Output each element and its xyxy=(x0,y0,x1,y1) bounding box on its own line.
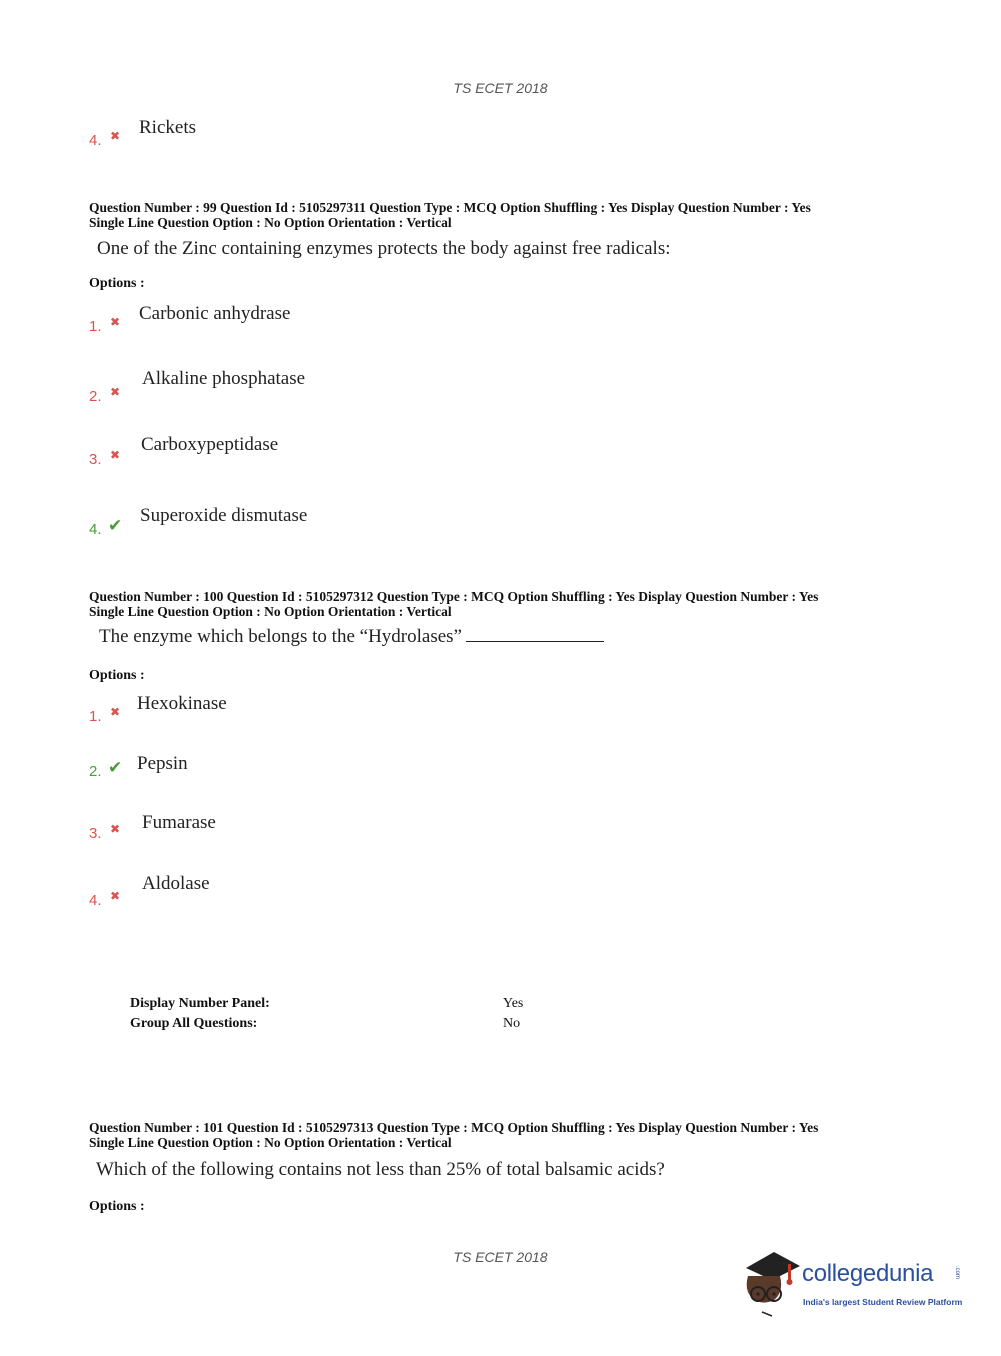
cross-icon: ✖ xyxy=(110,448,121,462)
question-text: Which of the following contains not less than 25% of total balsamic acids? xyxy=(96,1159,665,1180)
option-number: 3. xyxy=(89,451,102,468)
option-text: Aldolase xyxy=(142,873,210,894)
cross-icon: ✖ xyxy=(110,315,121,329)
option-text: Rickets xyxy=(139,117,196,138)
cross-icon: ✖ xyxy=(110,385,121,399)
cross-icon: ✖ xyxy=(110,129,121,143)
option-text: Hexokinase xyxy=(137,693,227,714)
options-label: Options : xyxy=(89,276,145,291)
question-meta: Single Line Question Option : No Option Orientation : Vertical xyxy=(89,215,452,230)
options-label: Options : xyxy=(89,668,145,683)
option-number: 2. xyxy=(89,388,102,405)
question-meta: Question Number : 101 Question Id : 5105297313 Question Type : MCQ Option Shuffling : Yes Display Question Number : Yes xyxy=(89,1120,819,1135)
option-number: 1. xyxy=(89,318,102,335)
option-number: 4. xyxy=(89,132,102,149)
question-text: The enzyme which belongs to the “Hydrolases” xyxy=(99,626,604,648)
option-number: 4. xyxy=(89,892,102,909)
option-text: Fumarase xyxy=(142,812,216,833)
option-number: 3. xyxy=(89,825,102,842)
collegedunia-logo xyxy=(740,1246,970,1320)
panel-value: No xyxy=(503,1016,521,1031)
page-footer: TS ECET 2018 xyxy=(453,1249,548,1265)
option-number: 4. xyxy=(89,521,102,538)
question-text: One of the Zinc containing enzymes protects the body against free radicals: xyxy=(97,238,671,259)
question-meta: Single Line Question Option : No Option Orientation : Vertical xyxy=(89,604,452,619)
answer-blank xyxy=(466,627,604,642)
question-meta: Question Number : 100 Question Id : 5105297312 Question Type : MCQ Option Shuffling : Yes Display Question Number : Yes xyxy=(89,589,819,604)
logo-suffix: .com xyxy=(954,1266,960,1280)
panel-label: Group All Questions: xyxy=(130,1016,258,1031)
cross-icon: ✖ xyxy=(110,822,121,836)
cross-icon: ✖ xyxy=(110,705,121,719)
logo-tagline: India's largest Student Review Platform xyxy=(803,1297,963,1307)
panel-value: Yes xyxy=(503,996,524,1011)
logo-brand: collegedunia xyxy=(802,1260,934,1287)
mascot-icon xyxy=(740,1246,802,1320)
page-header: TS ECET 2018 xyxy=(453,80,548,96)
option-text: Superoxide dismutase xyxy=(140,505,308,526)
option-number: 1. xyxy=(89,708,102,725)
option-text: Carboxypeptidase xyxy=(141,434,279,455)
option-text: Carbonic anhydrase xyxy=(139,303,291,324)
question-meta: Question Number : 99 Question Id : 5105297311 Question Type : MCQ Option Shuffling : Yes Display Question Number : Yes xyxy=(89,200,811,215)
check-icon: ✔ xyxy=(108,516,123,536)
panel-label: Display Number Panel: xyxy=(130,996,270,1011)
cross-icon: ✖ xyxy=(110,889,121,903)
check-icon: ✔ xyxy=(108,758,123,778)
option-text: Pepsin xyxy=(137,753,188,774)
question-meta: Single Line Question Option : No Option Orientation : Vertical xyxy=(89,1135,452,1150)
option-number: 2. xyxy=(89,763,102,780)
option-text: Alkaline phosphatase xyxy=(142,368,306,389)
options-label: Options : xyxy=(89,1199,145,1214)
